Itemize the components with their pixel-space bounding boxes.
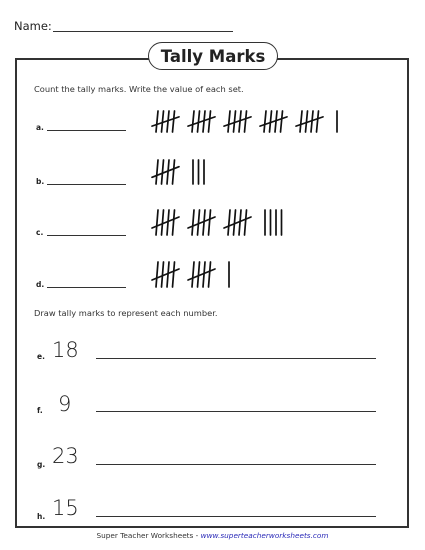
section2-instruction: Draw tally marks to represent each number.: [34, 308, 218, 318]
tally-stroke: [234, 210, 236, 235]
tally-cross-stroke: [260, 117, 287, 126]
tally-stroke: [162, 262, 164, 287]
item-f-letter: f.: [37, 406, 43, 415]
tally-set-b: [152, 160, 204, 184]
tally-cross-stroke: [188, 269, 215, 280]
footer-text: Super Teacher Worksheets -: [96, 531, 201, 540]
tally-stroke: [156, 111, 158, 132]
item-c-letter: c.: [36, 228, 44, 237]
item-h-letter: h.: [37, 512, 46, 521]
item-a-letter: a.: [36, 123, 44, 132]
tally-stroke: [228, 210, 230, 235]
footer-link[interactable]: www.superteacherworksheets.com: [200, 531, 329, 540]
tally-stroke: [228, 111, 230, 132]
item-g-letter: g.: [37, 460, 46, 469]
tally-stroke: [209, 262, 211, 287]
worksheet-title: Tally Marks: [148, 42, 278, 70]
tally-set-d: [152, 262, 229, 287]
tally-stroke: [162, 210, 164, 235]
tally-set-c: [152, 210, 282, 235]
tally-stroke: [173, 262, 175, 287]
item-f-answer-line[interactable]: [96, 411, 376, 412]
tally-stroke: [173, 160, 175, 184]
item-h-answer-line[interactable]: [96, 516, 376, 517]
tally-stroke: [264, 111, 266, 132]
item-h-number: 15: [52, 496, 79, 520]
footer: [0, 531, 425, 540]
tally-stroke: [156, 210, 158, 235]
section1-instruction: Count the tally marks. Write the value of each set.: [34, 84, 244, 94]
tally-stroke: [281, 111, 283, 132]
item-f-number: 9: [58, 392, 72, 416]
tally-stroke: [209, 111, 211, 132]
tally-stroke: [192, 262, 194, 287]
tally-stroke: [156, 262, 158, 287]
tally-stroke: [192, 111, 194, 132]
name-label: Name:: [14, 19, 52, 33]
tally-cross-stroke: [152, 269, 179, 280]
tally-cross-stroke: [296, 117, 323, 126]
item-e-number: 18: [52, 338, 79, 362]
tally-stroke: [317, 111, 319, 132]
tally-stroke: [245, 111, 247, 132]
tally-stroke: [300, 111, 302, 132]
tally-stroke: [198, 210, 200, 235]
tally-stroke: [173, 111, 175, 132]
tally-cross-stroke: [188, 117, 215, 126]
tally-stroke: [192, 210, 194, 235]
item-g-answer-line[interactable]: [96, 464, 376, 465]
item-e-letter: e.: [37, 352, 45, 361]
item-d-letter: d.: [36, 280, 45, 289]
tally-stroke: [209, 210, 211, 235]
tally-cross-stroke: [152, 217, 179, 228]
tally-cross-stroke: [152, 117, 179, 126]
tally-cross-stroke: [152, 167, 179, 178]
item-e-answer-line[interactable]: [96, 358, 376, 359]
tally-stroke: [245, 210, 247, 235]
tally-stroke: [173, 210, 175, 235]
item-g-number: 23: [52, 444, 79, 468]
tally-set-a: [152, 111, 337, 132]
tally-cross-stroke: [224, 217, 251, 228]
tally-cross-stroke: [224, 117, 251, 126]
tally-cross-stroke: [188, 217, 215, 228]
tally-stroke: [198, 262, 200, 287]
item-b-letter: b.: [36, 177, 45, 186]
tally-stroke: [156, 160, 158, 184]
